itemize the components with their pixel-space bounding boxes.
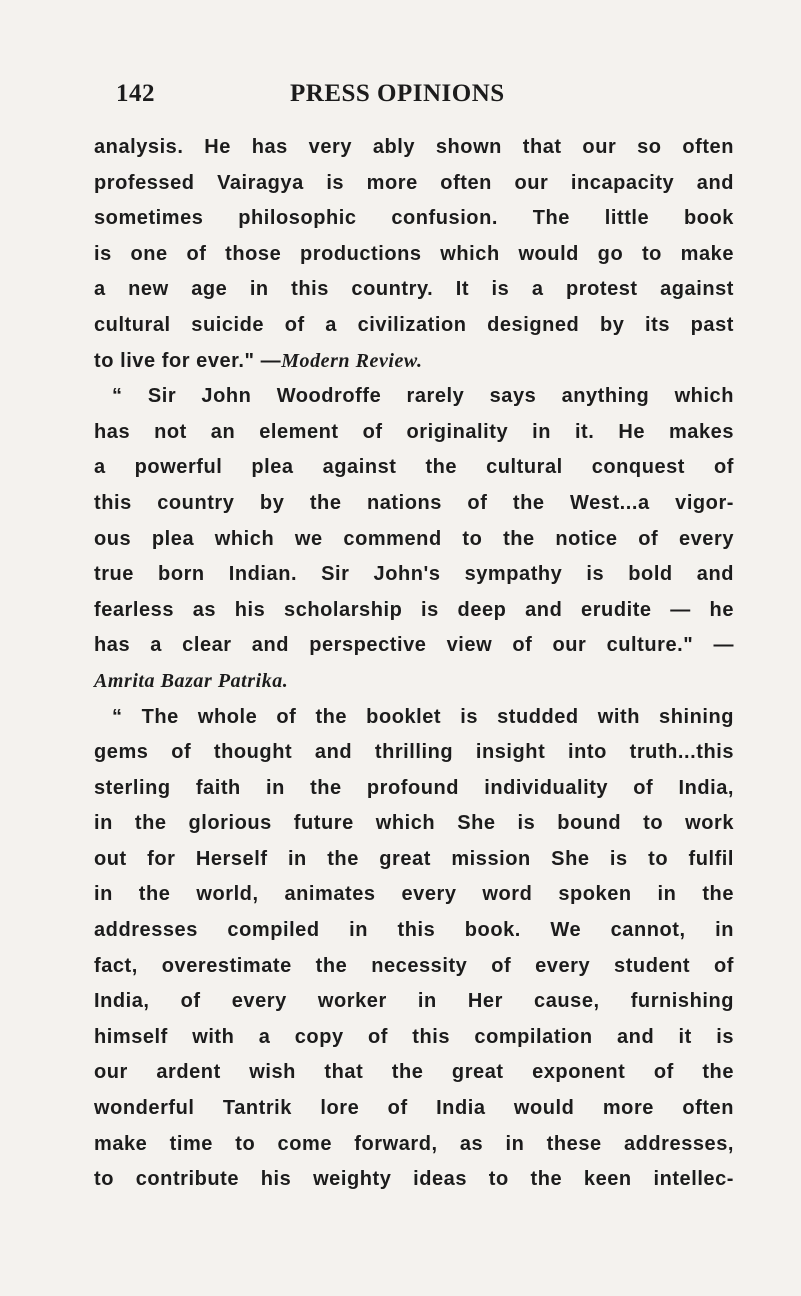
text-line: has a clear and perspective view of our culture." — — [94, 634, 734, 657]
text-line: fearless as his scholarship is deep and erudite — he — [94, 598, 734, 621]
text-line: in the glorious future which She is bound to work — [94, 812, 734, 835]
page-number: 142 — [116, 80, 155, 107]
source-citation: Modern Review. — [281, 349, 423, 372]
text-line: analysis. He has very ably shown that our so often — [94, 136, 734, 158]
text-line: ous plea which we commend to the notice of every — [94, 527, 734, 550]
text-fragment: to live for ever." — — [94, 349, 282, 372]
text-line: sterling faith in the profound individuality of India, — [94, 776, 734, 799]
text-line: sometimes philosophic confusion. The little book — [94, 207, 734, 230]
text-line: true born Indian. Sir John's sympathy is bold and — [94, 563, 734, 586]
text-line — [94, 344, 734, 380]
text-line: out for Herself in the great mission She is to fulfil — [94, 847, 734, 870]
text-line: professed Vairagya is more often our incapacity and — [94, 171, 734, 194]
text-line: this country by the nations of the West...a vigor- — [94, 491, 734, 514]
paragraph-modern-review — [94, 130, 734, 379]
text-line: gems of thought and thrilling insight into truth...this — [94, 741, 734, 764]
text-line: wonderful Tantrik lore of India would more often — [94, 1097, 734, 1120]
text-line: a powerful plea against the cultural conquest of — [94, 456, 734, 479]
paragraph-woodroffe-quote — [94, 379, 734, 699]
text-line: has not an element of originality in it. He makes — [94, 420, 734, 443]
text-line: India, of every worker in Her cause, furnishing — [94, 990, 734, 1013]
text-line: our ardent wish that the great exponent of the — [94, 1061, 734, 1084]
paragraph-booklet-quote — [94, 700, 734, 1198]
text-line: “ Sir John Woodroffe rarely says anything which — [112, 385, 734, 408]
text-line: to contribute his weighty ideas to the keen intellec- — [94, 1168, 734, 1191]
text-line: in the world, animates every word spoken in the — [94, 883, 734, 906]
text-line: make time to come forward, as in these addresses, — [94, 1132, 734, 1155]
text-line: addresses compiled in this book. We cannot, in — [94, 919, 734, 942]
text-line: fact, overestimate the necessity of every student of — [94, 954, 734, 977]
text-line: a new age in this country. It is a protest against — [94, 278, 734, 301]
text-line: himself with a copy of this compilation and it is — [94, 1025, 734, 1048]
source-citation: Amrita Bazar Patrika. — [94, 669, 289, 692]
running-head: PRESS OPINIONS — [290, 80, 505, 107]
page-header — [92, 80, 712, 120]
text-line: “ The whole of the booklet is studded with shining — [112, 705, 734, 728]
text-line: cultural suicide of a civilization designed by its past — [94, 313, 734, 336]
text-line: is one of those productions which would go to make — [94, 242, 734, 265]
body-text — [94, 130, 734, 1198]
